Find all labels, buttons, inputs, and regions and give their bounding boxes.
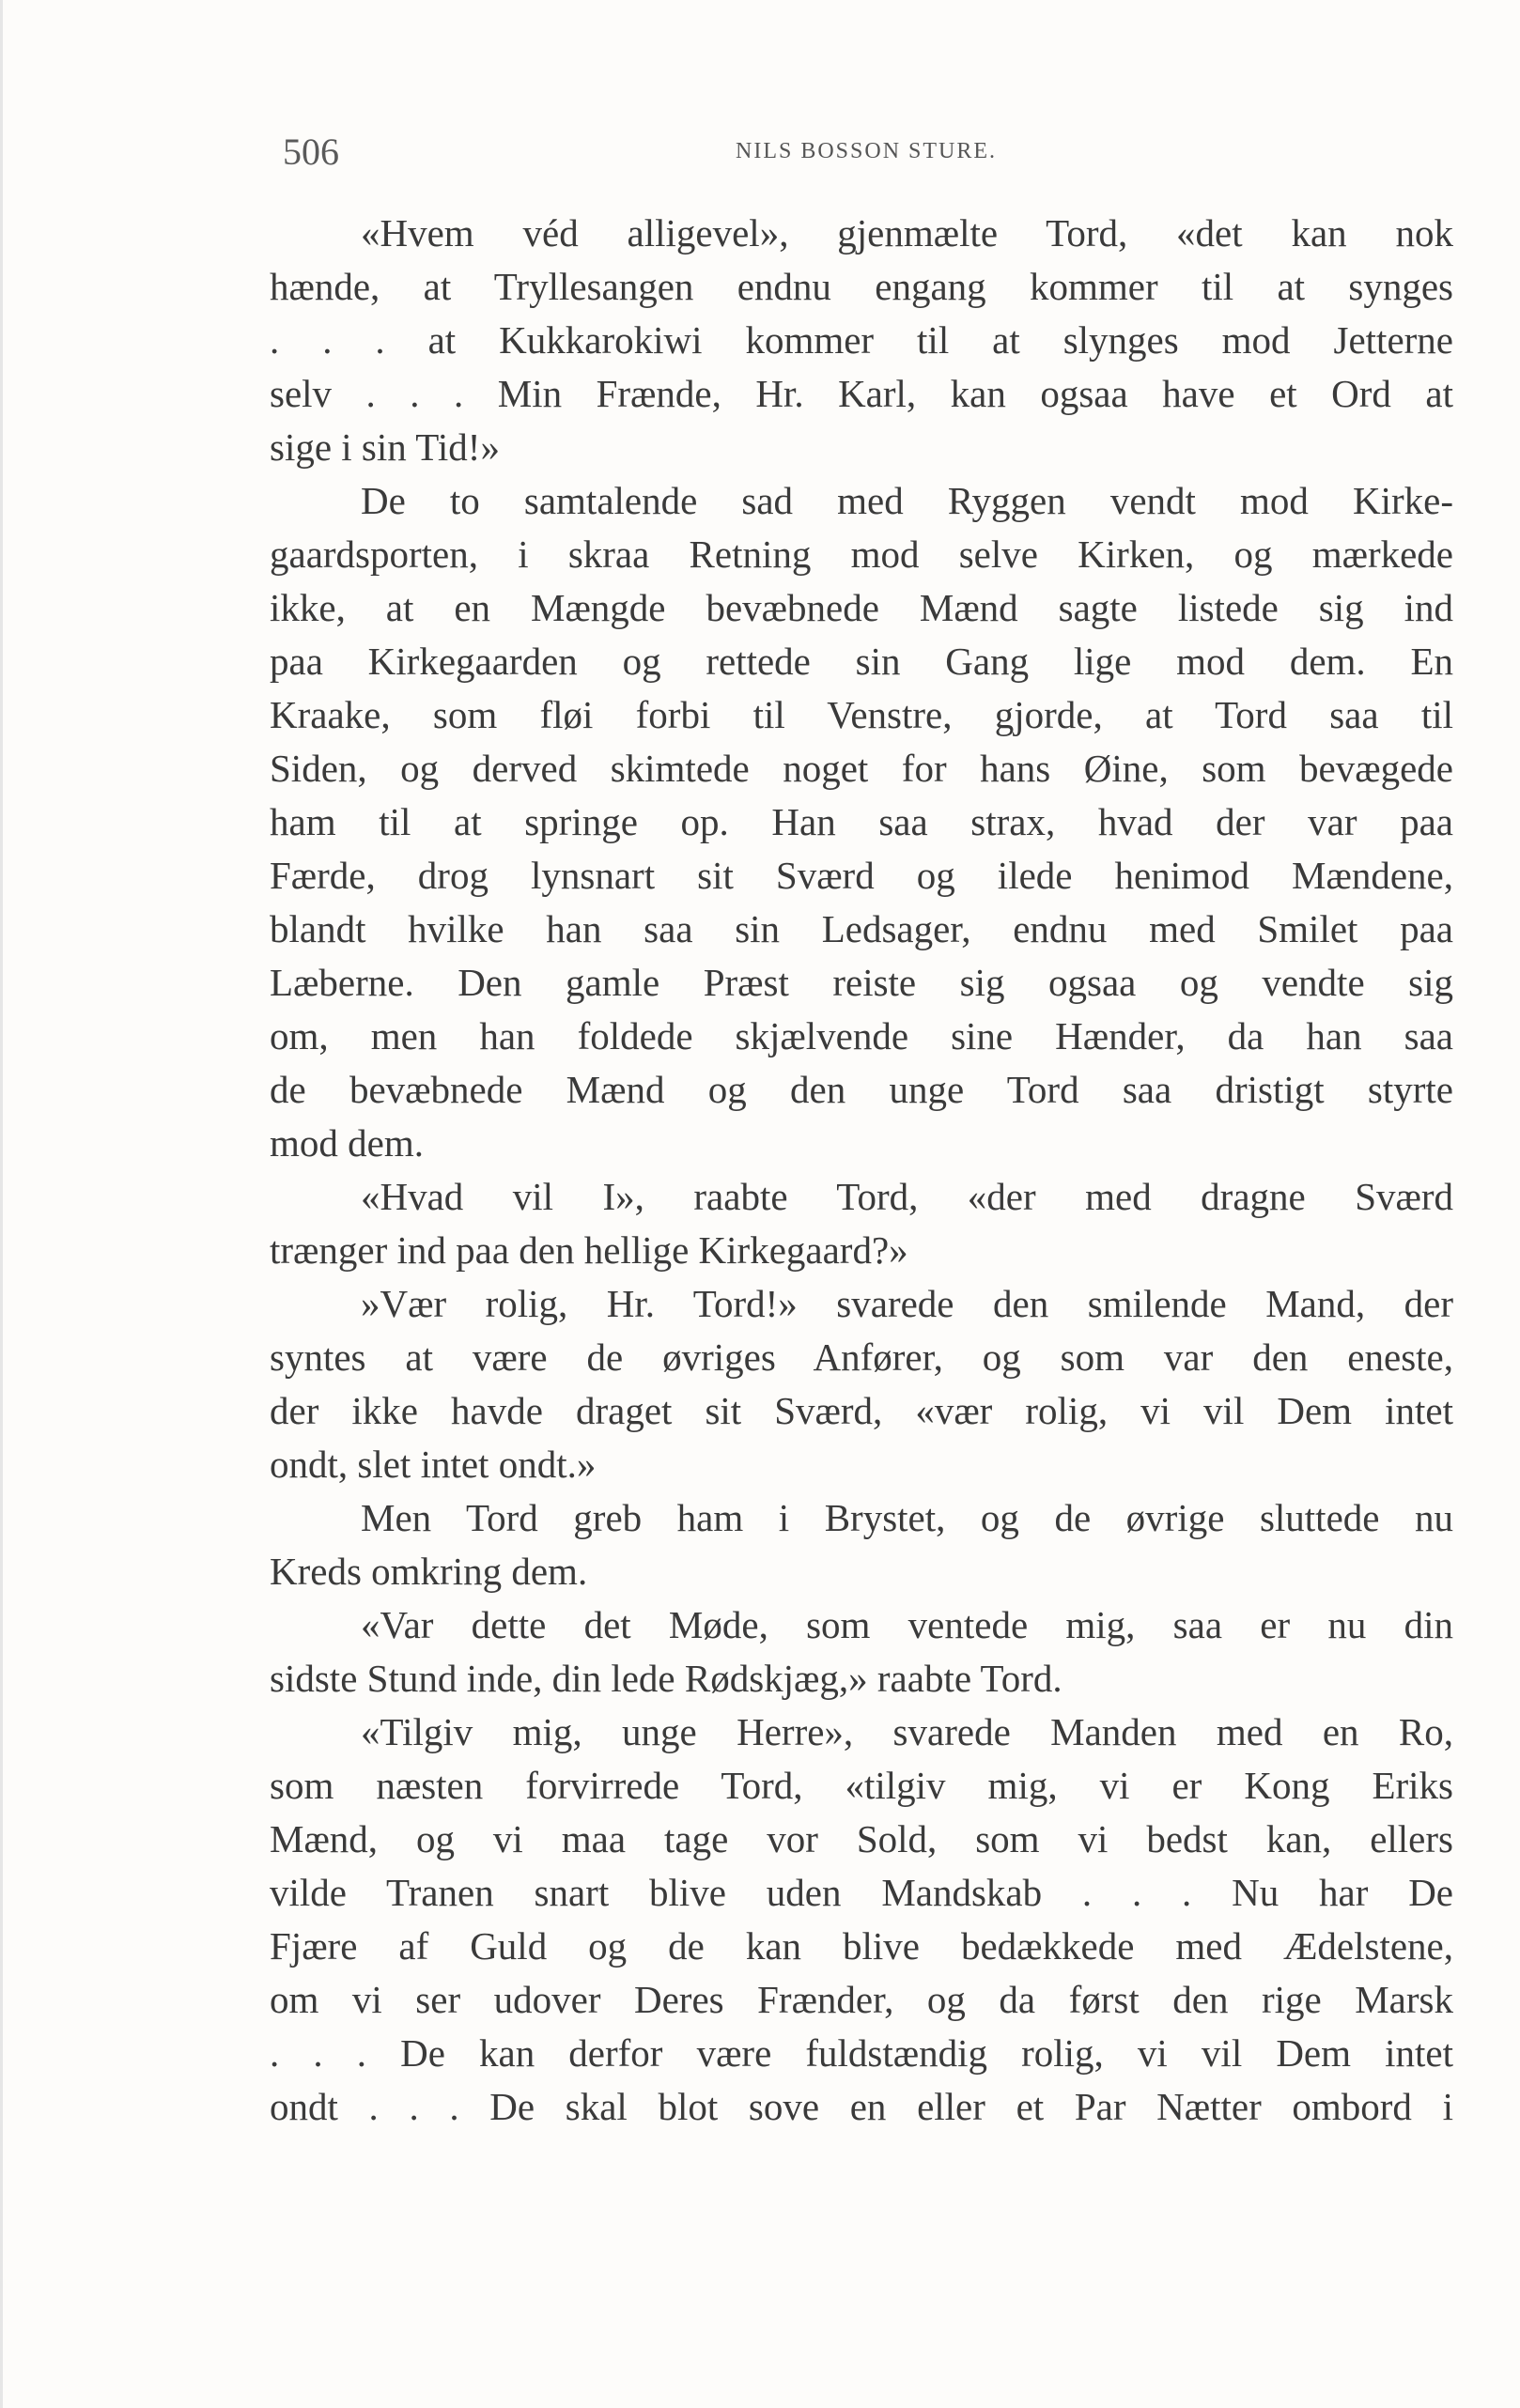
text-line: selv . . . Min Frænde, Hr. Karl, kan ogsaa have et Ord at bbox=[270, 372, 1453, 415]
running-title: NILS BOSSON STURE. bbox=[736, 139, 998, 163]
body-text bbox=[270, 207, 1453, 2134]
text-line: ham til at springe op. Han saa strax, hvad der var paa bbox=[270, 800, 1453, 843]
text-line: Men Tord greb ham i Brystet, og de øvrige sluttede nu bbox=[361, 1496, 1453, 1539]
text-line: gaardsporten, i skraa Retning mod selve Kirken, og mærkede bbox=[270, 533, 1453, 576]
text-line: ikke, at en Mængde bevæbnede Mænd sagte listede sig ind bbox=[270, 586, 1453, 629]
paragraph bbox=[270, 1491, 1453, 1598]
text-line: vilde Tranen snart blive uden Mandskab . . . Nu har De bbox=[270, 1871, 1453, 1914]
text-line: sige i sin Tid!» bbox=[270, 425, 500, 469]
page-number: 506 bbox=[283, 131, 339, 173]
text-line: «Var dette det Møde, som ventede mig, saa er nu din bbox=[361, 1603, 1453, 1646]
text-line: sidste Stund inde, din lede Rødskjæg,» raabte Tord. bbox=[270, 1657, 1062, 1700]
text-line: Kraake, som fløi forbi til Venstre, gjorde, at Tord saa til bbox=[270, 693, 1453, 736]
text-line: Færde, drog lynsnart sit Sværd og ilede henimod Mændene, bbox=[270, 854, 1453, 897]
text-line: om, men han foldede skjælvende sine Hænder, da han saa bbox=[270, 1014, 1453, 1057]
text-line: hænde, at Tryllesangen endnu engang kommer til at synges bbox=[270, 265, 1453, 308]
text-line: som næsten forvirrede Tord, «tilgiv mig, vi er Kong Eriks bbox=[270, 1764, 1453, 1807]
text-line: «Hvem véd alligevel», gjenmælte Tord, «det kan nok bbox=[361, 211, 1453, 255]
text-line: . . . De kan derfor være fuldstændig rolig, vi vil Dem intet bbox=[270, 2031, 1453, 2075]
text-line: «Tilgiv mig, unge Herre», svarede Manden med en Ro, bbox=[361, 1710, 1453, 1753]
text-line: blandt hvilke han saa sin Ledsager, endnu med Smilet paa bbox=[270, 907, 1453, 950]
paragraph bbox=[270, 474, 1453, 1170]
text-line: Siden, og derved skimtede noget for hans Øine, som bevægede bbox=[270, 747, 1453, 790]
text-line: Mænd, og vi maa tage vor Sold, som vi bedst kan, ellers bbox=[270, 1817, 1453, 1860]
paragraph bbox=[270, 1706, 1453, 2134]
paragraph bbox=[270, 1598, 1453, 1706]
text-line: trænger ind paa den hellige Kirkegaard?» bbox=[270, 1228, 908, 1272]
paragraph bbox=[270, 1277, 1453, 1491]
text-line: de bevæbnede Mænd og den unge Tord saa dristigt styrte bbox=[270, 1068, 1453, 1111]
text-line: paa Kirkegaarden og rettede sin Gang lige mod dem. En bbox=[270, 640, 1453, 683]
text-line: ondt . . . De skal blot sove en eller et Par Nætter ombord i bbox=[270, 2085, 1453, 2128]
text-line: . . . at Kukkarokiwi kommer til at slynges mod Jetterne bbox=[270, 318, 1453, 362]
text-line: «Hvad vil I», raabte Tord, «der med dragne Sværd bbox=[361, 1175, 1453, 1218]
text-line: De to samtalende sad med Ryggen vendt mod Kirke- bbox=[361, 479, 1453, 522]
text-line: mod dem. bbox=[270, 1121, 424, 1165]
text-line: om vi ser udover Deres Frænder, og da først den rige Marsk bbox=[270, 1978, 1453, 2021]
text-line: ondt, slet intet ondt.» bbox=[270, 1443, 597, 1486]
text-line: »Vær rolig, Hr. Tord!» svarede den smilende Mand, der bbox=[361, 1282, 1453, 1325]
text-line: Fjære af Guld og de kan blive bedækkede med Ædelstene, bbox=[270, 1924, 1453, 1968]
text-line: der ikke havde draget sit Sværd, «vær rolig, vi vil Dem intet bbox=[270, 1389, 1453, 1432]
text-line: syntes at være de øvriges Anfører, og som var den eneste, bbox=[270, 1335, 1453, 1379]
text-line: Kreds omkring dem. bbox=[270, 1550, 588, 1593]
paragraph bbox=[270, 207, 1453, 474]
text-line: Læberne. Den gamle Præst reiste sig ogsaa og vendte sig bbox=[270, 961, 1453, 1004]
paragraph bbox=[270, 1170, 1453, 1277]
